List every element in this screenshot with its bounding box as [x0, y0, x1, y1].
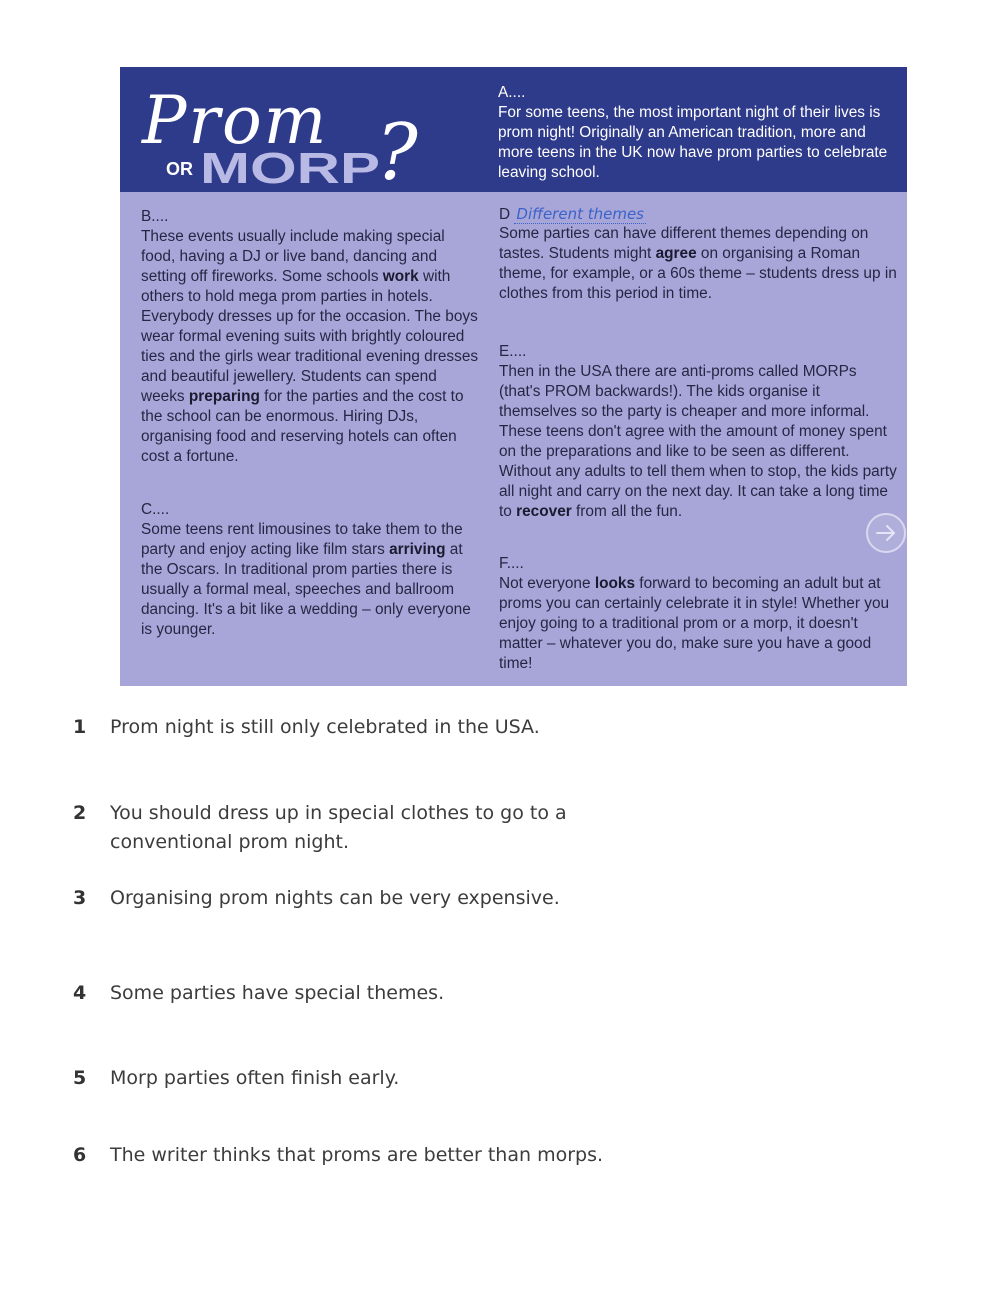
paragraph-e-label: E.... [499, 343, 527, 360]
statement-text: Prom night is still only celebrated in the USA. [110, 716, 540, 738]
statement-number: 6 [73, 1144, 87, 1166]
statement-number: 5 [73, 1067, 87, 1089]
keyword-looks: looks [594, 575, 636, 592]
keyword-agree: agree [655, 245, 697, 262]
paragraph-e-text: Then in the USA there are anti-proms called MORPs (that's PROM backwards!). The kids organise it themselves so the party is cheaper and more informal. These teens don't agree with the amount of money spent on the preparations and like to be seen as different. Without any adults to tell them when to stop, the kids party all night and carry on the next day. It can take a long time to recover from all the fun. [499, 363, 897, 520]
heading-answer-field[interactable]: Different themes [516, 205, 645, 223]
statement-number: 2 [73, 802, 87, 824]
keyword-work: work [382, 268, 419, 285]
statement-text: The writer thinks that proms are better than morps. [110, 1144, 604, 1166]
logo-question-mark: ? [376, 108, 418, 189]
paragraph-a [498, 83, 893, 183]
paragraph-c-label: C.... [141, 501, 170, 518]
logo-or: OR [166, 159, 193, 179]
statement-text: Morp parties often finish early. [110, 1067, 400, 1089]
arrow-right-circle-icon [868, 515, 904, 551]
paragraph-d-text: Some parties can have different themes depending on tastes. Students might agree on organising a Roman theme, for example, or a 60s theme – students dress up in clothes from this period in time. [499, 225, 897, 302]
keyword-arriving: arriving [389, 541, 446, 558]
paragraph-b-text: These events usually include making special food, having a DJ or live band, dancing and setting off fireworks. Some schools work with others to hold mega prom parties in hotels. Everybody dresses up for the occasion. The boys wear formal evening suits with brightly coloured ties and the girls wear traditional evening dresses and beautiful jewellery. Students can spend weeks preparing for the parties and the cost to the school can be enormous. Hiring DJs, organising food and reserving hotels can often cost a fortune. [141, 228, 479, 465]
paragraph-f [499, 554, 899, 674]
paragraph-a-label: A.... [498, 84, 526, 101]
paragraph-d-label-row: D Different themes [499, 205, 645, 223]
paragraph-c-text: Some teens rent limousines to take them to the party and enjoy acting like film stars arriving at the Oscars. In traditional prom parties there is usually a formal meal, speeches and ballroom dancing. It's a bit like a wedding – only everyone is younger. [141, 521, 471, 638]
paragraph-f-label: F.... [499, 555, 524, 572]
logo-prom-script: Prom [142, 82, 329, 159]
paragraph-d [499, 204, 899, 304]
keyword-recover: recover [516, 503, 572, 520]
paragraph-a-text: For some teens, the most important night of their lives is prom night! Originally an American tradition, more and more teens in the UK now have prom parties to celebrate leaving school. [498, 104, 888, 181]
statement-text: You should dress up in special clothes to go to a conventional prom night. [110, 802, 567, 853]
statement-number: 4 [73, 982, 87, 1004]
statement-text: Organising prom nights can be very expensive. [110, 887, 560, 909]
paragraph-f-text: Not everyone looks forward to becoming an adult but at proms you can certainly celebrate it in style! Whether you enjoy going to a traditional prom or a morp, it doesn't matter – whatever you do, make sure you have a good time! [499, 575, 890, 672]
next-page-button[interactable] [866, 513, 906, 553]
paragraph-b [141, 207, 481, 467]
paragraph-b-label: B.... [141, 208, 169, 225]
statement-number: 1 [73, 716, 87, 738]
statement-number: 3 [73, 887, 87, 909]
article-panel [120, 67, 907, 686]
paragraph-e [499, 342, 899, 522]
paragraph-c [141, 500, 481, 640]
statement-text: Some parties have special themes. [110, 982, 445, 1004]
prom-or-morp-logo [138, 71, 438, 189]
keyword-preparing: preparing [188, 388, 260, 405]
logo-morp: MORP [200, 144, 380, 189]
